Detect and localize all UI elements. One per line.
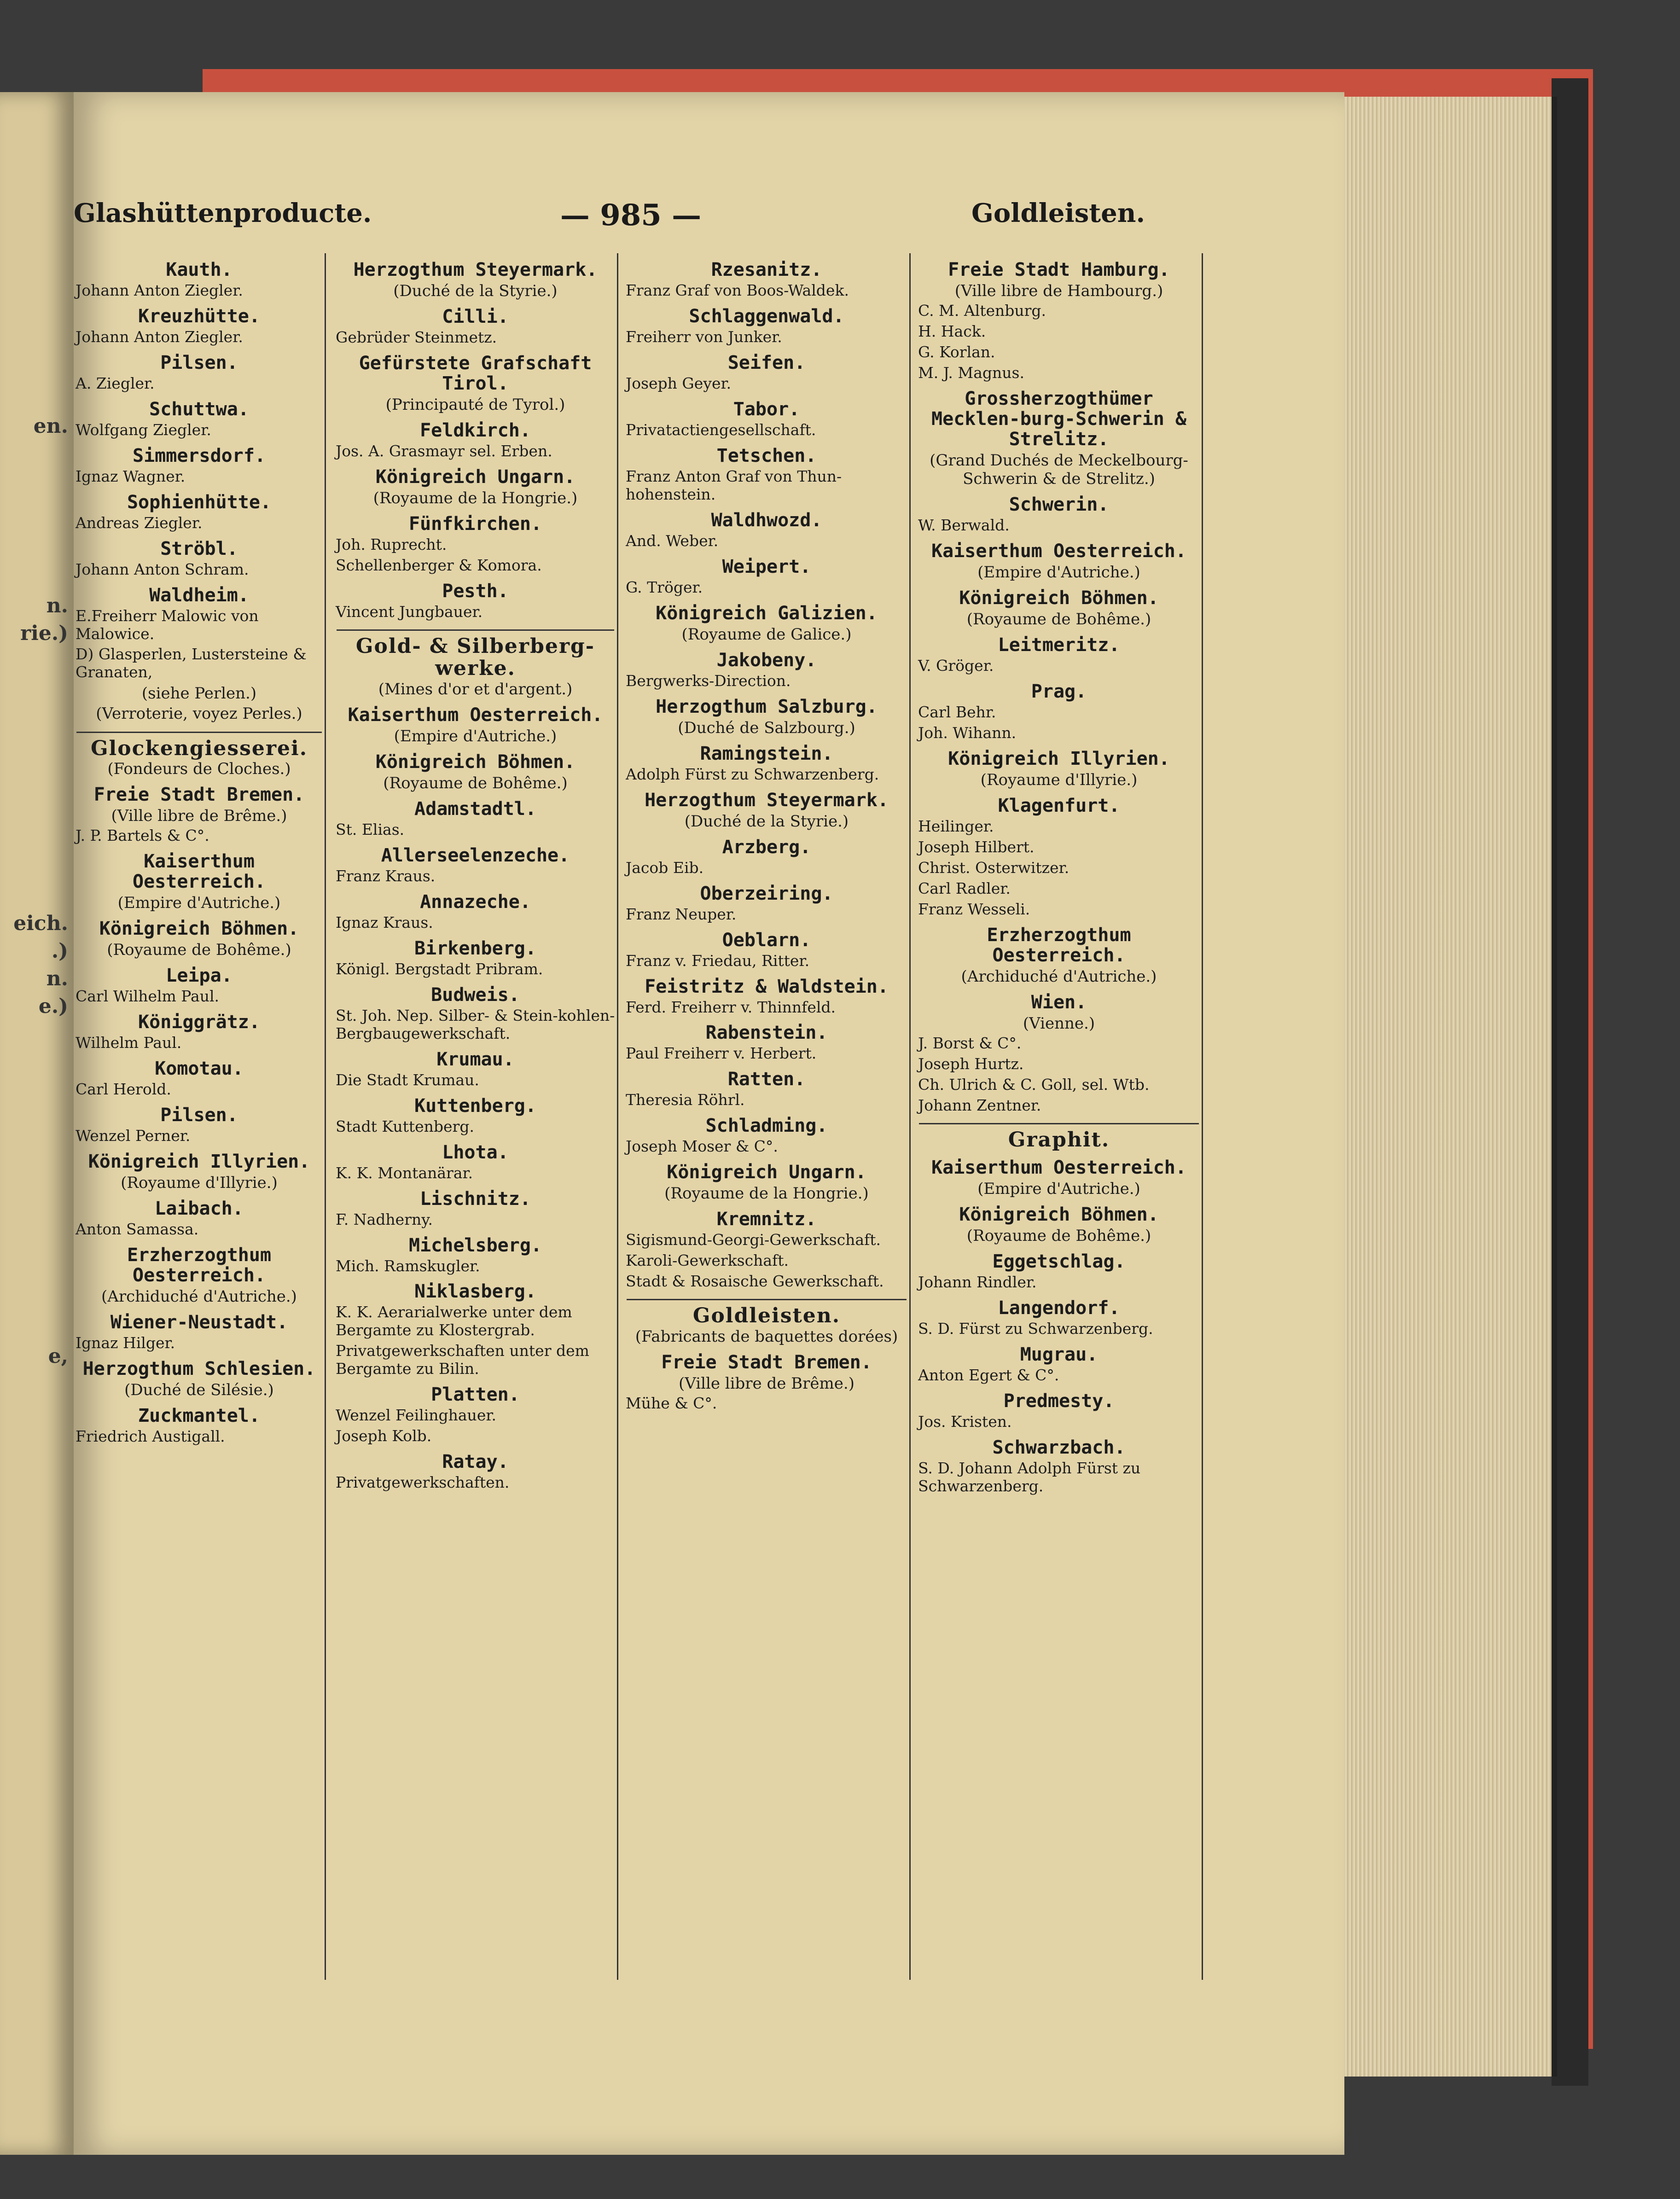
entry: Johann Rindler.	[918, 1273, 1037, 1291]
place-heading: Michelsberg.	[409, 1234, 542, 1256]
entry: Christ. Osterwitzer.	[918, 859, 1070, 877]
place-heading: Kuttenberg.	[414, 1095, 536, 1117]
entry: Bergwerks-Direction.	[626, 671, 791, 690]
entry: Theresia Röhrl.	[626, 1091, 745, 1109]
place-heading: Kaiserthum Oesterreich.	[931, 541, 1186, 562]
place-heading: Sophienhütte.	[127, 491, 272, 513]
entry: E.Freiherr Malowic von Malowice.	[76, 606, 259, 643]
section-title: Glockengiesserei.	[90, 736, 308, 760]
place-heading: Zuckmantel.	[138, 1405, 260, 1427]
place-heading: Eggetschlag.	[992, 1251, 1126, 1273]
place-heading: Erzherzogthum Oesterreich.	[127, 1245, 272, 1286]
place-heading: Schlaggenwald.	[689, 305, 844, 327]
place-heading: Seifen.	[727, 352, 806, 373]
place-heading: Kremnitz.	[716, 1209, 817, 1230]
place-heading: Rabenstein.	[705, 1022, 828, 1044]
left-page-text: n.	[46, 594, 68, 617]
place-heading: Lhota.	[442, 1141, 509, 1163]
entry: F. Nadherny.	[336, 1210, 433, 1228]
entry: Ignaz Hilger.	[76, 1334, 175, 1352]
place-heading: Rzesanitz.	[711, 259, 822, 280]
place-heading: Oeblarn.	[722, 929, 811, 951]
column-1	[74, 253, 326, 1980]
place-heading: Herzogthum Steyermark.	[645, 789, 889, 811]
translation: (Mines d'or et d'argent.)	[378, 680, 573, 698]
place-heading: Ratay.	[442, 1451, 509, 1473]
entry: Joseph Hilbert.	[918, 838, 1035, 856]
place-heading: Ratten.	[727, 1069, 806, 1090]
place-heading: Wien.	[1031, 991, 1087, 1013]
place-heading: Kaiserthum Oesterreich.	[931, 1157, 1186, 1179]
left-page-text: rie.)	[20, 622, 68, 645]
entry: G. Tröger.	[626, 578, 703, 596]
entry: Joh. Wihann.	[918, 724, 1017, 742]
translation: (Duché de Salzbourg.)	[678, 718, 855, 737]
place-heading: Birkenberg.	[414, 937, 536, 959]
translation: (Royaume d'Illyrie.)	[980, 771, 1138, 790]
place-heading: Ströbl.	[160, 538, 238, 559]
place-heading: Mugrau.	[1020, 1344, 1098, 1366]
place-heading: Fünfkirchen.	[409, 513, 542, 535]
entry: Carl Wilhelm Paul.	[76, 987, 220, 1006]
translation: (Grand Duchés de Meckelbourg-Schwerin & de Strelitz.)	[930, 451, 1188, 488]
divider	[919, 1123, 1199, 1124]
place-heading: Königreich Böhmen.	[959, 588, 1159, 609]
entry: Heilinger.	[918, 817, 994, 836]
place-heading: Herzogthum Salzburg.	[656, 696, 878, 717]
entry: Franz Neuper.	[626, 905, 737, 923]
entry: Carl Herold.	[76, 1080, 171, 1099]
translation: (Ville libre de Brême.)	[111, 807, 287, 826]
place-heading: Kauth.	[166, 259, 233, 280]
entry: Johann Anton Ziegler.	[76, 327, 243, 346]
left-page-text: n.	[46, 967, 68, 990]
entry: Joseph Geyer.	[626, 374, 732, 392]
section-title: Goldleisten.	[692, 1304, 841, 1328]
entry: Johann Anton Ziegler.	[76, 281, 243, 299]
entry: S. D. Fürst zu Schwarzenberg.	[918, 1320, 1153, 1338]
entry: J. Borst & C°.	[918, 1034, 1022, 1053]
entry: H. Hack.	[918, 322, 986, 341]
divider	[627, 1299, 907, 1300]
entry: Anton Samassa.	[76, 1220, 199, 1239]
translation: (Empire d'Autriche.)	[977, 563, 1140, 582]
translation: (siehe Perlen.)	[141, 684, 257, 703]
place-heading: Königreich Böhmen.	[375, 751, 576, 773]
place-heading: Königreich Illyrien.	[88, 1151, 310, 1173]
left-page-text: eich.	[13, 912, 68, 935]
left-page-text: e.)	[38, 995, 68, 1018]
place-heading: Budweis.	[431, 984, 520, 1006]
section-title: Gold- & Silberberg-werke.	[355, 634, 595, 681]
entry: K. K. Montanärar.	[336, 1163, 473, 1182]
place-heading: Waldheim.	[149, 584, 249, 606]
entry: Königl. Bergstadt Pribram.	[336, 960, 543, 978]
translation: (Empire d'Autriche.)	[977, 1180, 1140, 1198]
entry: Karoli-Gewerkschaft.	[626, 1251, 789, 1270]
translation: (Archiduché d'Autriche.)	[961, 967, 1157, 986]
translation: (Royaume de Bohême.)	[107, 941, 291, 960]
entry: Carl Behr.	[918, 703, 996, 721]
place-heading: Herzogthum Steyermark.	[353, 259, 598, 280]
entry: C. M. Altenburg.	[918, 302, 1046, 320]
translation: (Duché de la Styrie.)	[393, 282, 558, 300]
entry: Andreas Ziegler.	[76, 513, 203, 532]
entry: Privatactiengesellschaft.	[626, 420, 816, 439]
entry: J. P. Bartels & C°.	[76, 826, 209, 845]
place-heading: Waldhwozd.	[711, 509, 822, 531]
entry: Mühe & C°.	[626, 1394, 717, 1412]
place-heading: Gefürstete Grafschaft Tirol.	[359, 353, 592, 395]
place-heading: Krumau.	[436, 1048, 514, 1070]
entry: Wenzel Perner.	[76, 1127, 191, 1145]
place-heading: Wiener-Neustadt.	[110, 1312, 288, 1333]
place-heading: Jakobeny.	[716, 649, 817, 671]
place-heading: Niklasberg.	[414, 1281, 536, 1303]
place-heading: Grossherzogthümer Mecklen-burg-Schwerin & Strelitz.	[931, 388, 1186, 450]
entry: Freiherr von Junker.	[626, 327, 782, 346]
entry: Franz v. Friedau, Ritter.	[626, 951, 810, 970]
entry: Anton Egert & C°.	[918, 1366, 1059, 1385]
translation: (Royaume de Bohême.)	[383, 774, 568, 793]
translation: (Vienne.)	[1023, 1014, 1095, 1033]
column-2	[334, 253, 618, 1980]
translation: (Fabricants de baquettes dorées)	[635, 1327, 898, 1346]
place-heading: Leipa.	[166, 965, 233, 987]
entry: Jos. A. Grasmayr sel. Erben.	[336, 442, 552, 460]
entry: M. J. Magnus.	[918, 363, 1024, 382]
place-heading: Pilsen.	[160, 352, 238, 373]
place-heading: Predmesty.	[1003, 1390, 1115, 1412]
entry: Carl Radler.	[918, 879, 1011, 897]
left-page-text: e,	[48, 1344, 68, 1368]
entry: Ferd. Freiherr v. Thinnfeld.	[626, 998, 836, 1016]
place-heading: Lischnitz.	[420, 1188, 531, 1210]
entry: Franz Wesseli.	[918, 900, 1030, 918]
entry: Ignaz Wagner.	[76, 467, 186, 485]
entry: K. K. Aerarialwerke unter dem Bergamte zu Klostergrab.	[336, 1303, 572, 1339]
translation: (Royaume de Galice.)	[681, 625, 852, 644]
place-heading: Königreich Ungarn.	[375, 466, 576, 488]
translation: (Verroterie, voyez Perles.)	[96, 704, 302, 723]
place-heading: Kreuzhütte.	[138, 305, 260, 327]
place-heading: Feistritz & Waldstein.	[645, 976, 889, 997]
place-heading: Leitmeritz.	[998, 634, 1120, 656]
entry: Johann Anton Schram.	[76, 560, 249, 578]
left-page-text: .)	[51, 939, 68, 963]
place-heading: Schladming.	[705, 1115, 828, 1137]
translation: (Empire d'Autriche.)	[117, 894, 281, 913]
page-edges	[1335, 97, 1557, 2077]
place-heading: Prag.	[1031, 681, 1087, 703]
translation: (Royaume de Bohême.)	[966, 610, 1151, 629]
entry: Stadt & Rosaische Gewerkschaft.	[626, 1272, 884, 1291]
divider	[337, 629, 614, 631]
place-heading: Königreich Ungarn.	[667, 1162, 866, 1183]
left-page-text: en.	[33, 414, 68, 438]
entry: G. Korlan.	[918, 343, 995, 361]
translation: (Fondeurs de Cloches.)	[107, 759, 291, 778]
place-heading: Kaiserthum Oesterreich.	[348, 704, 603, 726]
entry: Joseph Hurtz.	[918, 1055, 1024, 1073]
place-heading: Freie Stadt Bremen.	[93, 784, 305, 806]
translation: (Principauté de Tyrol.)	[385, 396, 565, 414]
place-heading: Cilli.	[442, 306, 509, 328]
place-heading: Pesth.	[442, 581, 509, 602]
entry: Paul Freiherr v. Herbert.	[626, 1044, 817, 1063]
place-heading: Schuttwa.	[149, 398, 249, 420]
entry: Wilhelm Paul.	[76, 1034, 182, 1052]
entry: Jacob Eib.	[626, 858, 704, 877]
place-heading: Langendorf.	[998, 1297, 1120, 1319]
running-header-right: Goldleisten.	[971, 198, 1145, 228]
place-heading: Königgrätz.	[138, 1012, 260, 1033]
entry: D) Glasperlen, Lustersteine & Granaten,	[76, 645, 307, 681]
entry: Franz Anton Graf von Thun-hohenstein.	[626, 467, 842, 503]
entry: And. Weber.	[626, 531, 719, 550]
place-heading: Kaiserthum Oesterreich.	[133, 851, 266, 893]
entry: Privatgewerkschaften unter dem Bergamte zu Bilin.	[336, 1342, 589, 1378]
translation: (Ville libre de Hambourg.)	[954, 282, 1163, 300]
place-heading: Adamstadtl.	[414, 798, 536, 820]
entry: Adolph Fürst zu Schwarzenberg.	[626, 765, 879, 783]
book-cover	[1552, 78, 1588, 2086]
translation: (Ville libre de Brême.)	[679, 1374, 855, 1393]
translation: (Royaume de la Hongrie.)	[664, 1184, 869, 1203]
place-heading: Feldkirch.	[420, 420, 531, 442]
entry: Jos. Kristen.	[918, 1413, 1012, 1431]
place-heading: Allerseelenzeche.	[381, 845, 570, 867]
entry: Vincent Jungbauer.	[336, 603, 483, 621]
place-heading: Weipert.	[722, 556, 811, 577]
divider	[76, 732, 322, 733]
entry: A. Ziegler.	[76, 374, 155, 392]
entry: V. Gröger.	[918, 657, 994, 675]
entry: Ch. Ulrich & C. Goll, sel. Wtb.	[918, 1075, 1150, 1094]
entry: Wenzel Feilinghauer.	[336, 1406, 496, 1425]
translation: (Royaume d'Illyrie.)	[121, 1174, 278, 1193]
entry: St. Joh. Nep. Silber- & Stein-kohlen-Bergbaugewerkschaft.	[336, 1006, 615, 1042]
entry: Die Stadt Krumau.	[336, 1070, 479, 1089]
entry: Privatgewerkschaften.	[336, 1473, 510, 1492]
place-heading: Tabor.	[733, 398, 800, 420]
entry: Sigismund-Georgi-Gewerkschaft.	[626, 1231, 881, 1249]
entry: S. D. Johann Adolph Fürst zu Schwarzenberg.	[918, 1459, 1141, 1495]
place-heading: Königreich Böhmen.	[99, 918, 299, 940]
entry: Ignaz Kraus.	[336, 913, 433, 931]
place-heading: Simmersdorf.	[133, 445, 266, 466]
place-heading: Königreich Böhmen.	[959, 1204, 1159, 1226]
place-heading: Arzberg.	[722, 836, 811, 858]
entry: W. Berwald.	[918, 516, 1010, 535]
place-heading: Königreich Galizien.	[656, 602, 878, 624]
left-page-fragment	[0, 92, 74, 2155]
entry: St. Elias.	[336, 820, 405, 839]
column-3	[624, 253, 911, 1980]
place-heading: Erzherzogthum Oesterreich.	[987, 924, 1131, 966]
place-heading: Annazeche.	[420, 891, 531, 913]
place-heading: Königreich Illyrien.	[948, 748, 1170, 770]
section-title: Graphit.	[1008, 1128, 1110, 1152]
entry: Gebrüder Steinmetz.	[336, 328, 497, 347]
entry: Franz Graf von Boos-Waldek.	[626, 281, 849, 299]
entry: Stadt Kuttenberg.	[336, 1117, 474, 1135]
translation: (Duché de Silésie.)	[124, 1381, 274, 1400]
entry: Wolfgang Ziegler.	[76, 420, 211, 439]
page-number: — 985 —	[560, 198, 702, 233]
running-header-left: Glashüttenproducte.	[74, 198, 372, 228]
translation: (Royaume de Bohême.)	[966, 1227, 1151, 1245]
place-heading: Schwarzbach.	[992, 1437, 1126, 1459]
entry: Joh. Ruprecht.	[336, 535, 447, 554]
place-heading: Ramingstein.	[700, 743, 833, 764]
place-heading: Platten.	[431, 1384, 520, 1406]
place-heading: Freie Stadt Bremen.	[661, 1351, 872, 1373]
place-heading: Tetschen.	[716, 445, 817, 466]
entry: Schellenberger & Komora.	[336, 556, 542, 575]
place-heading: Klagenfurt.	[998, 795, 1120, 817]
translation: (Duché de la Styrie.)	[684, 812, 849, 831]
place-heading: Herzogthum Schlesien.	[82, 1358, 316, 1380]
entry: Mich. Ramskugler.	[336, 1257, 480, 1275]
entry: Franz Kraus.	[336, 867, 436, 885]
column-4	[916, 253, 1203, 1980]
entry: Joseph Moser & C°.	[626, 1137, 778, 1156]
translation: (Royaume de la Hongrie.)	[373, 489, 578, 508]
entry: Johann Zentner.	[918, 1096, 1041, 1114]
entry: Friedrich Austigall.	[76, 1427, 225, 1446]
entry: Joseph Kolb.	[336, 1427, 432, 1445]
place-heading: Komotau.	[155, 1058, 244, 1080]
place-heading: Laibach.	[155, 1198, 244, 1220]
place-heading: Freie Stadt Hamburg.	[948, 259, 1170, 280]
place-heading: Schwerin.	[1009, 494, 1109, 516]
translation: (Empire d'Autriche.)	[394, 727, 557, 745]
translation: (Archiduché d'Autriche.)	[101, 1287, 297, 1306]
place-heading: Oberzeiring.	[700, 883, 833, 904]
place-heading: Pilsen.	[160, 1105, 238, 1126]
